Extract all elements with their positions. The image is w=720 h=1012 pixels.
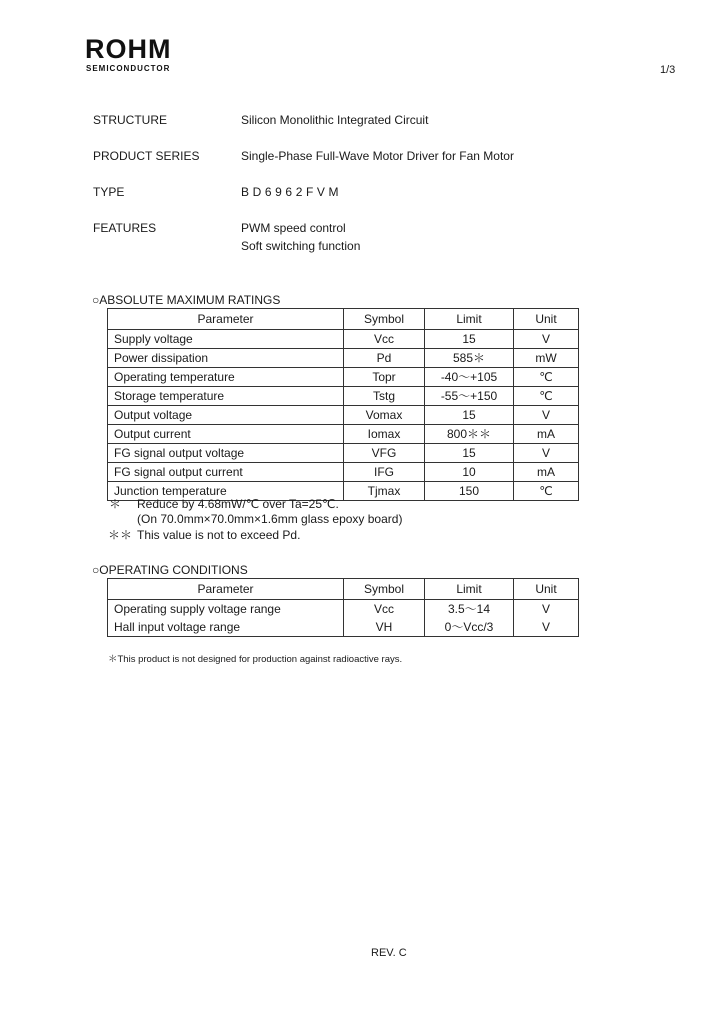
symbol-cell: Vcc (344, 600, 425, 619)
table-row (108, 444, 579, 463)
header-symbol: Symbol (344, 309, 425, 330)
header-symbol: Symbol (344, 579, 425, 600)
unit-cell: V (514, 406, 579, 425)
feature-item: PWM speed control (241, 221, 346, 235)
symbol-cell: Topr (344, 368, 425, 387)
rohm-logo-subtitle: SEMICONDUCTOR (86, 64, 171, 73)
limit-cell: 150 (425, 482, 514, 501)
abs-max-title: ○ABSOLUTE MAXIMUM RATINGS (92, 293, 281, 307)
symbol-cell: Vcc (344, 330, 425, 349)
table-header-row (108, 309, 579, 330)
table-row (108, 368, 579, 387)
limit-cell: 0～Vcc/3 (425, 618, 514, 637)
unit-cell: ℃ (514, 368, 579, 387)
limit-cell: 800＊＊ (425, 425, 514, 444)
unit-cell: mA (514, 463, 579, 482)
note2-mark: ＊＊ (108, 528, 133, 542)
limit-cell: 15 (425, 444, 514, 463)
param-cell: Output voltage (108, 406, 344, 425)
op-cond-table (107, 578, 579, 637)
table-row (108, 600, 579, 619)
table-row (108, 330, 579, 349)
product-series-label: PRODUCT SERIES (93, 149, 200, 163)
header-parameter: Parameter (108, 579, 344, 600)
limit-cell: 3.5～14 (425, 600, 514, 619)
param-cell: Output current (108, 425, 344, 444)
unit-cell: mA (514, 425, 579, 444)
rohm-logo: ROHM (85, 34, 172, 64)
param-cell: Junction temperature (108, 482, 344, 501)
symbol-cell: Pd (344, 349, 425, 368)
abs-max-table (107, 308, 579, 501)
type-label: TYPE (93, 185, 125, 199)
param-cell: Operating supply voltage range (108, 600, 344, 619)
revision-label: REV. C (371, 947, 407, 959)
unit-cell: V (514, 618, 579, 637)
table-row (108, 425, 579, 444)
disclaimer-note: ＊This product is not designed for production against radioactive rays. (108, 654, 403, 665)
symbol-cell: IFG (344, 463, 425, 482)
symbol-cell: Tstg (344, 387, 425, 406)
limit-cell: 585＊ (425, 349, 514, 368)
unit-cell: V (514, 600, 579, 619)
table-row (108, 349, 579, 368)
symbol-cell: Iomax (344, 425, 425, 444)
type-value: BD6962FVM (241, 185, 343, 199)
symbol-cell: Vomax (344, 406, 425, 425)
limit-cell: 15 (425, 330, 514, 349)
table-row (108, 387, 579, 406)
table-row (108, 406, 579, 425)
header-unit: Unit (514, 309, 579, 330)
unit-cell: mW (514, 349, 579, 368)
note1-mark: ＊ (109, 497, 122, 511)
param-cell: Supply voltage (108, 330, 344, 349)
table-row (108, 463, 579, 482)
header-limit: Limit (425, 309, 514, 330)
header-limit: Limit (425, 579, 514, 600)
param-cell: FG signal output current (108, 463, 344, 482)
header-parameter: Parameter (108, 309, 344, 330)
header-unit: Unit (514, 579, 579, 600)
note1-line1: Reduce by 4.68mW/℃ over Ta=25℃. (137, 497, 339, 511)
feature-item: Soft switching function (241, 239, 361, 253)
symbol-cell: VH (344, 618, 425, 637)
table-row (108, 618, 579, 637)
param-cell: Power dissipation (108, 349, 344, 368)
structure-value: Silicon Monolithic Integrated Circuit (241, 113, 429, 127)
unit-cell: V (514, 330, 579, 349)
structure-label: STRUCTURE (93, 113, 167, 127)
param-cell: Operating temperature (108, 368, 344, 387)
limit-cell: 15 (425, 406, 514, 425)
param-cell: Hall input voltage range (108, 618, 344, 637)
limit-cell: 10 (425, 463, 514, 482)
note1-line2: (On 70.0mm×70.0mm×1.6mm glass epoxy board) (137, 512, 403, 526)
note2-text: This value is not to exceed Pd. (137, 528, 301, 542)
table-header-row (108, 579, 579, 600)
unit-cell: V (514, 444, 579, 463)
symbol-cell: Tjmax (344, 482, 425, 501)
param-cell: Storage temperature (108, 387, 344, 406)
op-cond-title: ○OPERATING CONDITIONS (92, 563, 248, 577)
unit-cell: ℃ (514, 482, 579, 501)
symbol-cell: VFG (344, 444, 425, 463)
limit-cell: -55～+150 (425, 387, 514, 406)
param-cell: FG signal output voltage (108, 444, 344, 463)
limit-cell: -40～+105 (425, 368, 514, 387)
unit-cell: ℃ (514, 387, 579, 406)
features-label: FEATURES (93, 221, 157, 235)
product-series-value: Single-Phase Full-Wave Motor Driver for Fan Motor (241, 149, 514, 163)
page-number: 1/3 (660, 64, 676, 76)
